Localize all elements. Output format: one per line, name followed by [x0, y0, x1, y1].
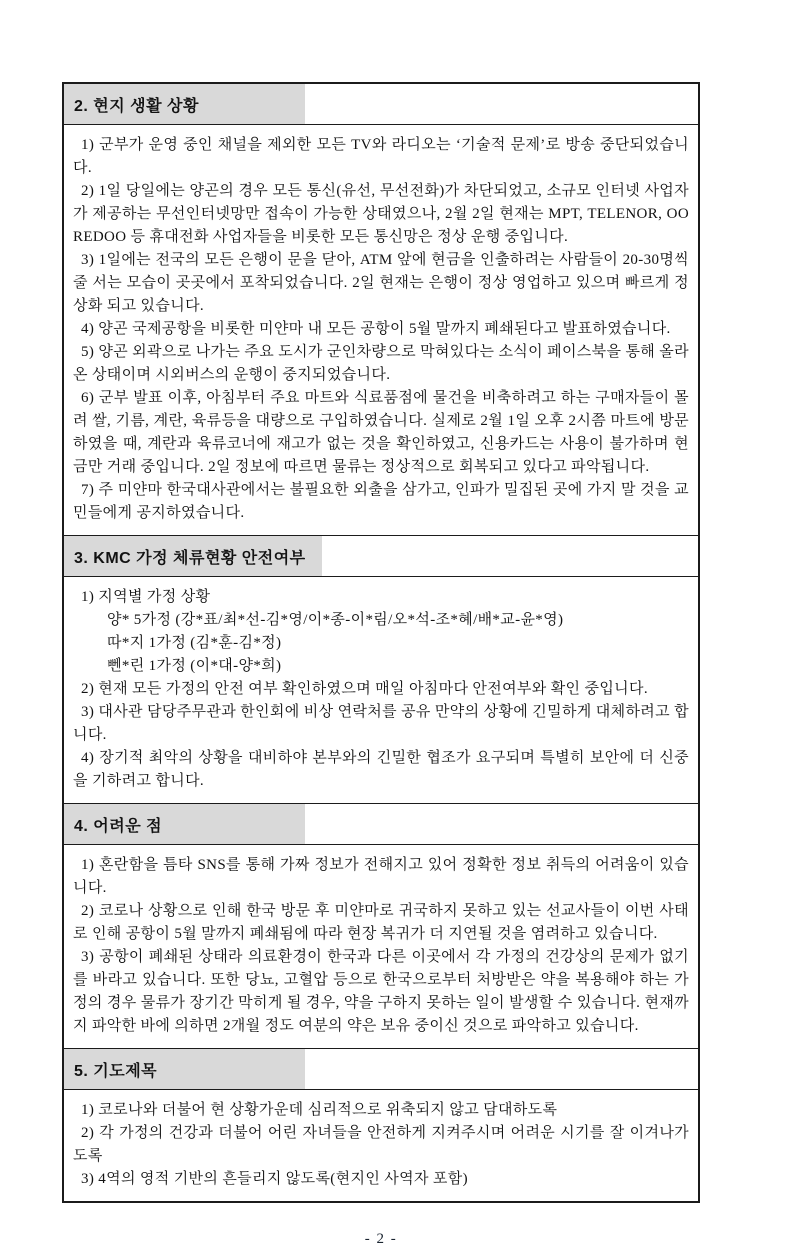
paragraph: 2) 각 가정의 건강과 더불어 어린 자녀들을 안전하게 지켜주시며 어려운 시기를 잘 이겨나가도록: [73, 1125, 689, 1164]
paragraph: 3) 1일에는 전국의 모든 은행이 문을 닫아, ATM 앞에 현금을 인출하려는 사람들이 20-30명씩 줄 서는 모습이 곳곳에서 포착되었습니다. 2일 현재는 은행이 정상 영업하고 있으며 빠르게 정상화 되고 있습니다.: [73, 252, 689, 314]
section-body-prayer-topics: [64, 1090, 698, 1201]
paragraph: 2) 코로나 상황으로 인해 한국 방문 후 미얀마로 귀국하지 못하고 있는 선교사들이 이번 사태로 인해 공항이 5월 말까지 폐쇄됨에 따라 현장 복귀가 더 지연될 것을 염려하고 있습니다.: [73, 903, 689, 942]
section-title: 5. 기도제목: [74, 1062, 158, 1080]
paragraph: 7) 주 미얀마 한국대사관에서는 불필요한 외출을 삼가고, 인파가 밀집된 곳에 가지 말 것을 교민들에게 공지하였습니다.: [73, 482, 689, 521]
section-body-difficulties: [64, 845, 698, 1048]
paragraph: 5) 양곤 외곽으로 나가는 주요 도시가 군인차량으로 막혀있다는 소식이 페이스북을 통해 올라온 상태이며 시외버스의 운행이 중지되었습니다.: [73, 344, 689, 383]
paragraph: 4) 양곤 국제공항을 비롯한 미얀마 내 모든 공항이 5월 말까지 폐쇄된다고 발표하였습니다.: [81, 321, 671, 337]
section-header-prayer-topics: [64, 1048, 698, 1090]
paragraph: 2) 1일 당일에는 양곤의 경우 모든 통신(유선, 무선전화)가 차단되었고, 소규모 인터넷 사업자가 제공하는 무선인터넷망만 접속이 가능한 상태였으나, 2월 2일 현재는 MPT, TELENOR, OOREDOO 등 휴대전화 사업자들을 비롯한 모든 통신망은 정상 운행 중입니다.: [73, 183, 689, 245]
family-list-line: 뻰*린 1가정 (이*대-양*희): [107, 658, 282, 674]
family-list-line: 양* 5가정 (강*표/최*선-김*영/이*종-이*림/오*석-조*혜/배*교-윤*영): [107, 612, 564, 628]
section-body-kmc-families: [64, 577, 698, 803]
section-header-kmc-families: [64, 535, 698, 577]
report-document: [62, 82, 700, 1248]
section-header-difficulties: [64, 803, 698, 845]
section-title: 3. KMC 가정 체류현황 안전여부: [74, 549, 306, 567]
section-difficulties: [64, 803, 698, 1048]
paragraph: 1) 코로나와 더불어 현 상황가운데 심리적으로 위축되지 않고 담대하도록: [81, 1102, 558, 1118]
section-header-shade: [64, 536, 322, 576]
section-prayer-topics: [64, 1048, 698, 1201]
report-table: [62, 82, 700, 1203]
paragraph: 3) 공항이 폐쇄된 상태라 의료환경이 한국과 다른 이곳에서 각 가정의 건강상의 문제가 없기를 바라고 있습니다. 또한 당뇨, 고혈압 등으로 한국으로부터 처방받은 약을 복용해야 하는 가정의 경우 물류가 장기간 막히게 될 경우, 약을 구하지 못하는 일이 발생할 수 있습니다. 현재까지 파악한 바에 의하면 2개월 정도 여분의 약은 보유 중이신 것으로 파악하고 있습니다.: [73, 949, 689, 1034]
section-header-shade: [64, 1049, 305, 1089]
paragraph: 1) 혼란함을 틈타 SNS를 통해 가짜 정보가 전해지고 있어 정확한 정보 취득의 어려움이 있습니다.: [73, 857, 689, 896]
paragraph: 1) 군부가 운영 중인 채널을 제외한 모든 TV와 라디오는 ‘기술적 문제’로 방송 중단되었습니다.: [73, 137, 689, 176]
paragraph: 1) 지역별 가정 상황: [81, 589, 211, 605]
paragraph: 6) 군부 발표 이후, 아침부터 주요 마트와 식료품점에 물건을 비축하려고 하는 구매자들이 몰려 쌀, 기름, 계란, 육류등을 대량으로 구입하였습니다. 실제로 2월 1일 오후 2시쯤 마트에 방문하였을 때, 계란과 육류코너에 재고가 없는 것을 확인하였고, 신용카드는 사용이 불가하며 현금만 거래 중입니다. 2일 정보에 따르면 물류는 정상적으로 회복되고 있다고 파악됩니다.: [73, 390, 689, 475]
section-header-local-life: [64, 84, 698, 125]
page-number: - 2 -: [364, 1231, 398, 1247]
section-kmc-families: [64, 535, 698, 803]
section-title: 4. 어려운 점: [74, 817, 163, 835]
section-header-shade: [64, 804, 305, 844]
section-local-life: [64, 84, 698, 535]
section-body-local-life: [64, 125, 698, 535]
family-list-line: 따*지 1가정 (김*훈-김*정): [107, 635, 282, 651]
section-title: 2. 현지 생활 상황: [74, 97, 199, 115]
paragraph: 3) 대사관 담당주무관과 한인회에 비상 연락처를 공유 만약의 상황에 긴밀하게 대체하려고 합니다.: [73, 704, 689, 743]
paragraph: 2) 현재 모든 가정의 안전 여부 확인하였으며 매일 아침마다 안전여부와 확인 중입니다.: [81, 681, 648, 697]
paragraph: 4) 장기적 최악의 상황을 대비하야 본부와의 긴밀한 협조가 요구되며 특별히 보안에 더 신중을 기하려고 합니다.: [73, 750, 689, 789]
paragraph: 3) 4역의 영적 기반의 흔들리지 않도록(현지인 사역자 포함): [81, 1171, 468, 1187]
section-header-shade: [64, 84, 305, 124]
